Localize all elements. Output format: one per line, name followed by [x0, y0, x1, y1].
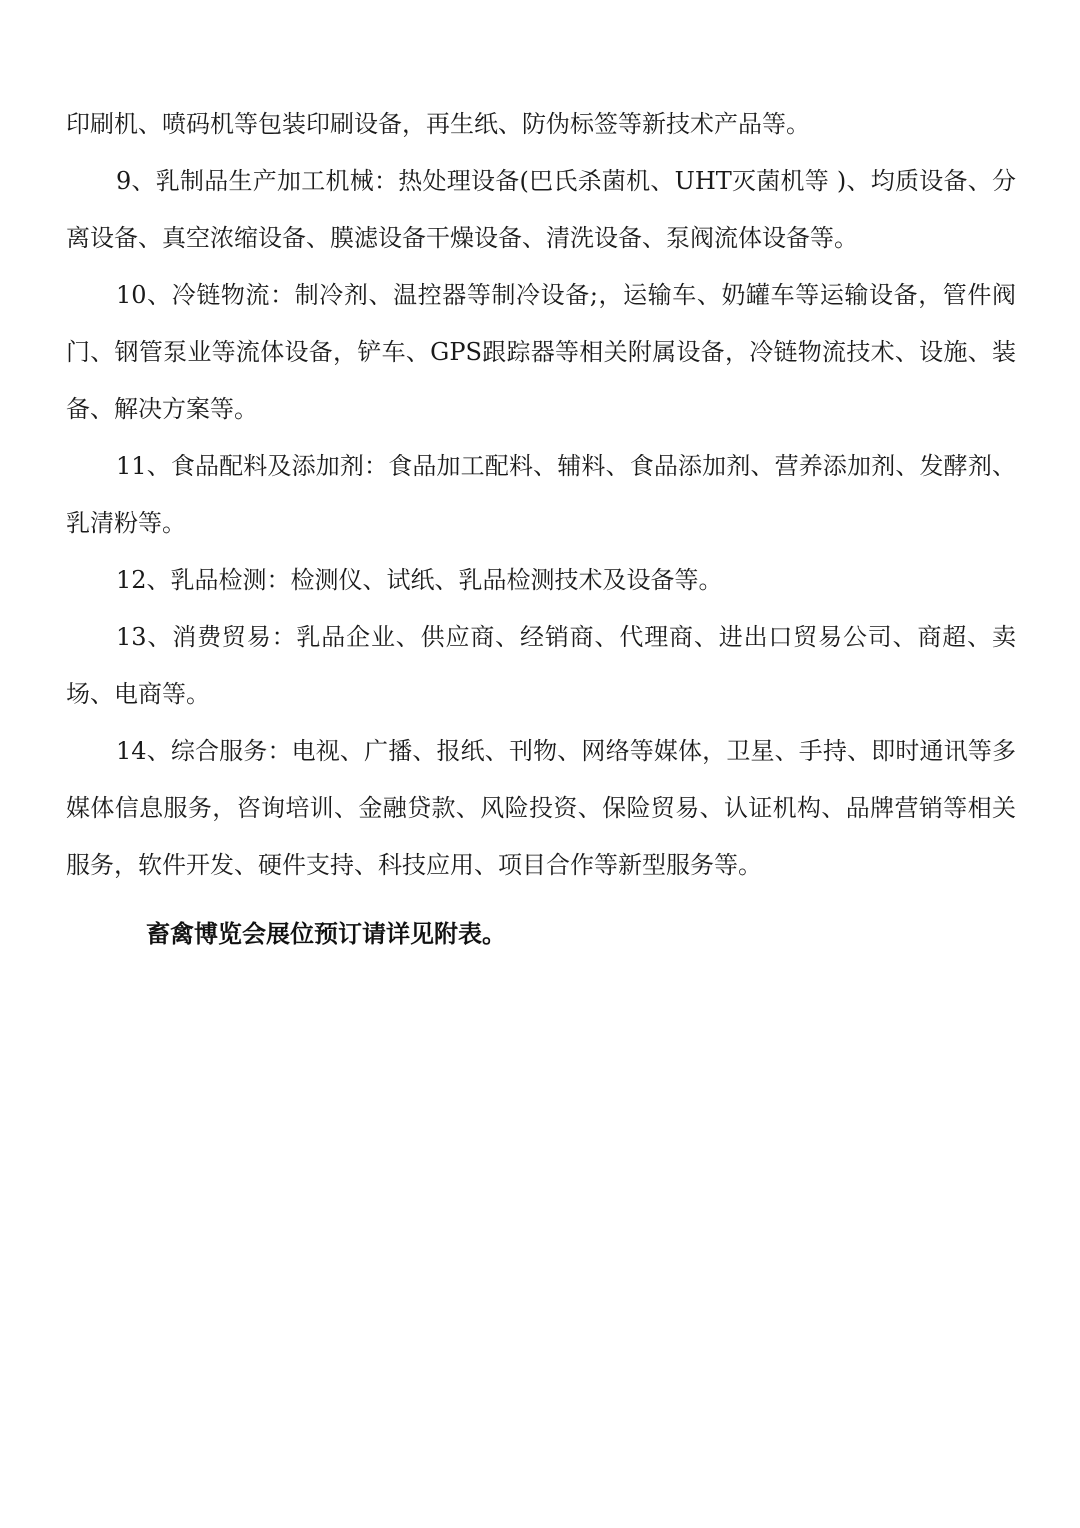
paragraph-item-11-ingredients: 11、食品配料及添加剂：食品加工配料、辅料、食品添加剂、营养添加剂、发酵剂、乳清粉等。	[66, 452, 1016, 537]
paragraph-continuation: 印刷机、喷码机等包装印刷设备，再生纸、防伪标签等新技术产品等。	[66, 110, 810, 138]
paragraph-item-10-cold-chain: 10、冷链物流：制冷剂、温控器等制冷设备;，运输车、奶罐车等运输设备，管件阀门、钢管泵业等流体设备，铲车、GPS跟踪器等相关附属设备，冷链物流技术、设施、装备、解决方案等。	[66, 281, 1016, 423]
paragraph-item-12-testing: 12、乳品检测：检测仪、试纸、乳品检测技术及设备等。	[116, 566, 723, 594]
document-body	[66, 96, 1016, 963]
paragraph-item-9-dairy-machinery: 9、乳制品生产加工机械：热处理设备(巴氏杀菌机、UHT灭菌机等 )、均质设备、分离设备、真空浓缩设备、膜滤设备干燥设备、清洗设备、泵阀流体设备等。	[66, 167, 1016, 252]
paragraph-item-14-services: 14、综合服务：电视、广播、报纸、刊物、网络等媒体，卫星、手持、即时通讯等多媒体信息服务，咨询培训、金融贷款、风险投资、保险贸易、认证机构、品牌营销等相关服务，软件开发、硬件支持、科技应用、项目合作等新型服务等。	[66, 737, 1016, 879]
paragraph-item-13-trade: 13、消费贸易：乳品企业、供应商、经销商、代理商、进出口贸易公司、商超、卖场、电商等。	[66, 623, 1016, 708]
closing-note: 畜禽博览会展位预订请详见附表。	[146, 920, 506, 948]
